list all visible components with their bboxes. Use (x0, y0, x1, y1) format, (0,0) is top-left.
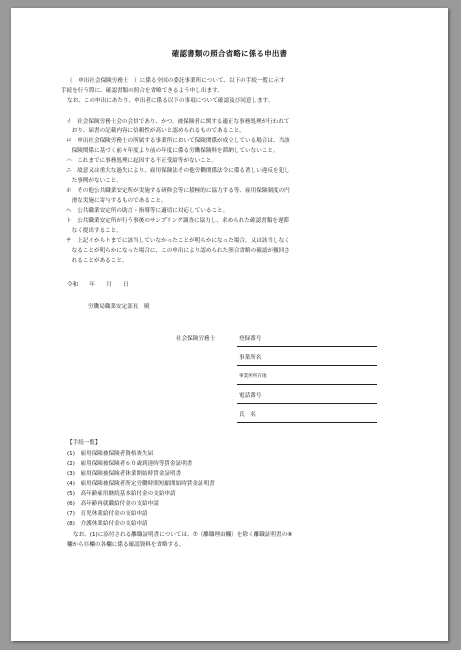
field-line-office-name[interactable] (237, 365, 377, 366)
procedure-item: (7) 育児休業給付金の支給申請 (67, 511, 148, 517)
item-line: ホ その他公共職業安定所が実施する研修会等に積極的に協力する等、雇用保険制度の円 (66, 188, 290, 194)
note-line-1: なお、(1)に添付される離職証明書については、⑦（離職理由欄）を除く離職証明書の⑧ (73, 532, 293, 538)
procedure-item: (2) 雇用保険被保険者６０歳到達時等賃金証明書 (67, 461, 193, 467)
item-line: 滑な実施に寄与するものであること。 (66, 198, 167, 204)
intro-line-2: 手続を行う際に、確認書類の照合を省略できるよう申し出ます。 (61, 88, 223, 94)
field-line-name[interactable] (237, 422, 377, 423)
procedure-item: (8) 介護休業給付金の支給申請 (67, 521, 148, 527)
item-line: ニ 故意又は重大な過失により、雇用保険法その他労働関係法令に係る著しい違反を犯し (66, 168, 290, 174)
procedure-item: (6) 高年齢再就職給付金の支給申請 (67, 501, 159, 507)
item-line: ト 公共職業安定所が行う事後のサンプリング調査に協力し、求められた確認書類を遅滞 (66, 218, 290, 224)
addressee: 労働局職業安定部長 殿 (88, 304, 150, 310)
field-label-phone: 電話番号 (239, 393, 262, 399)
intro-line-1: （ 申出社会保険労務士 ）に係る全国の委託事業所について、以下の手続一覧に示す (67, 78, 285, 84)
item-line: イ 社会保険労務士会の会員であり、かつ、被保険者に関する適正な事務処理が行われて (66, 119, 290, 125)
field-line-registration-number[interactable] (237, 346, 377, 347)
item-line: なることが明らかになった場合に、この申出により認められた照合省略の確認が撤回さ (66, 248, 290, 254)
document-title: 確認書類の照合省略に係る申出書 (171, 49, 288, 58)
item-line: 保険関係に基づく前々年度より前の年度に係る労働保険料を滞納していないこと。 (66, 148, 279, 154)
procedure-item: (3) 雇用保険被保険者休業開始時賃金証明書 (67, 471, 182, 477)
item-line: た事例がないこと。 (66, 178, 122, 184)
field-label-office-address: 事業所所在地 (239, 374, 267, 379)
item-line: ハ これまでに事務処理に起因する不正受給等がないこと。 (66, 158, 218, 164)
date-line: 令和 年 月 日 (67, 282, 129, 288)
item-line: おり、届書の記載内容に信頼性が高いと認められるものであること。 (66, 128, 246, 134)
field-label-registration-number: 登録番号 (239, 336, 262, 342)
procedure-list-header: 【手続一覧】 (67, 440, 101, 446)
procedure-item: (1) 雇用保険被保険者資格喪失届 (67, 451, 154, 457)
item-line: なく提出すること。 (66, 228, 122, 234)
intro-line-3: なお、この申出にあたり、申出者に係る以下の事項について確認及び同意します。 (67, 98, 274, 104)
field-label-name: 氏 名 (239, 412, 256, 418)
item-line: ロ 申出社会保険労務士の所属する事業所において保険関係が成立している場合は、当該 (66, 138, 290, 144)
note-line-2: 欄から⑬欄の各欄に係る確認資料を省略する。 (67, 542, 185, 548)
item-line: へ 公共職業安定所の助言・指導等に適切に対応していること。 (66, 208, 229, 214)
item-line: れることがあること。 (66, 258, 128, 264)
item-line: チ 上記イからトまでに該当していなかったことが明らかになった場合、又は該当しなく (66, 238, 290, 244)
applicant-label: 社会保険労務士 (176, 336, 216, 342)
field-line-phone[interactable] (237, 403, 377, 404)
document-page (11, 8, 448, 641)
procedure-item: (4) 雇用保険被保険者所定労働時間短縮開始時賃金証明書 (67, 481, 215, 487)
field-label-office-name: 事業所名 (239, 355, 262, 361)
field-line-office-address[interactable] (237, 384, 377, 385)
procedure-item: (5) 高年齢雇用継続基本給付金の支給申請 (67, 491, 176, 497)
